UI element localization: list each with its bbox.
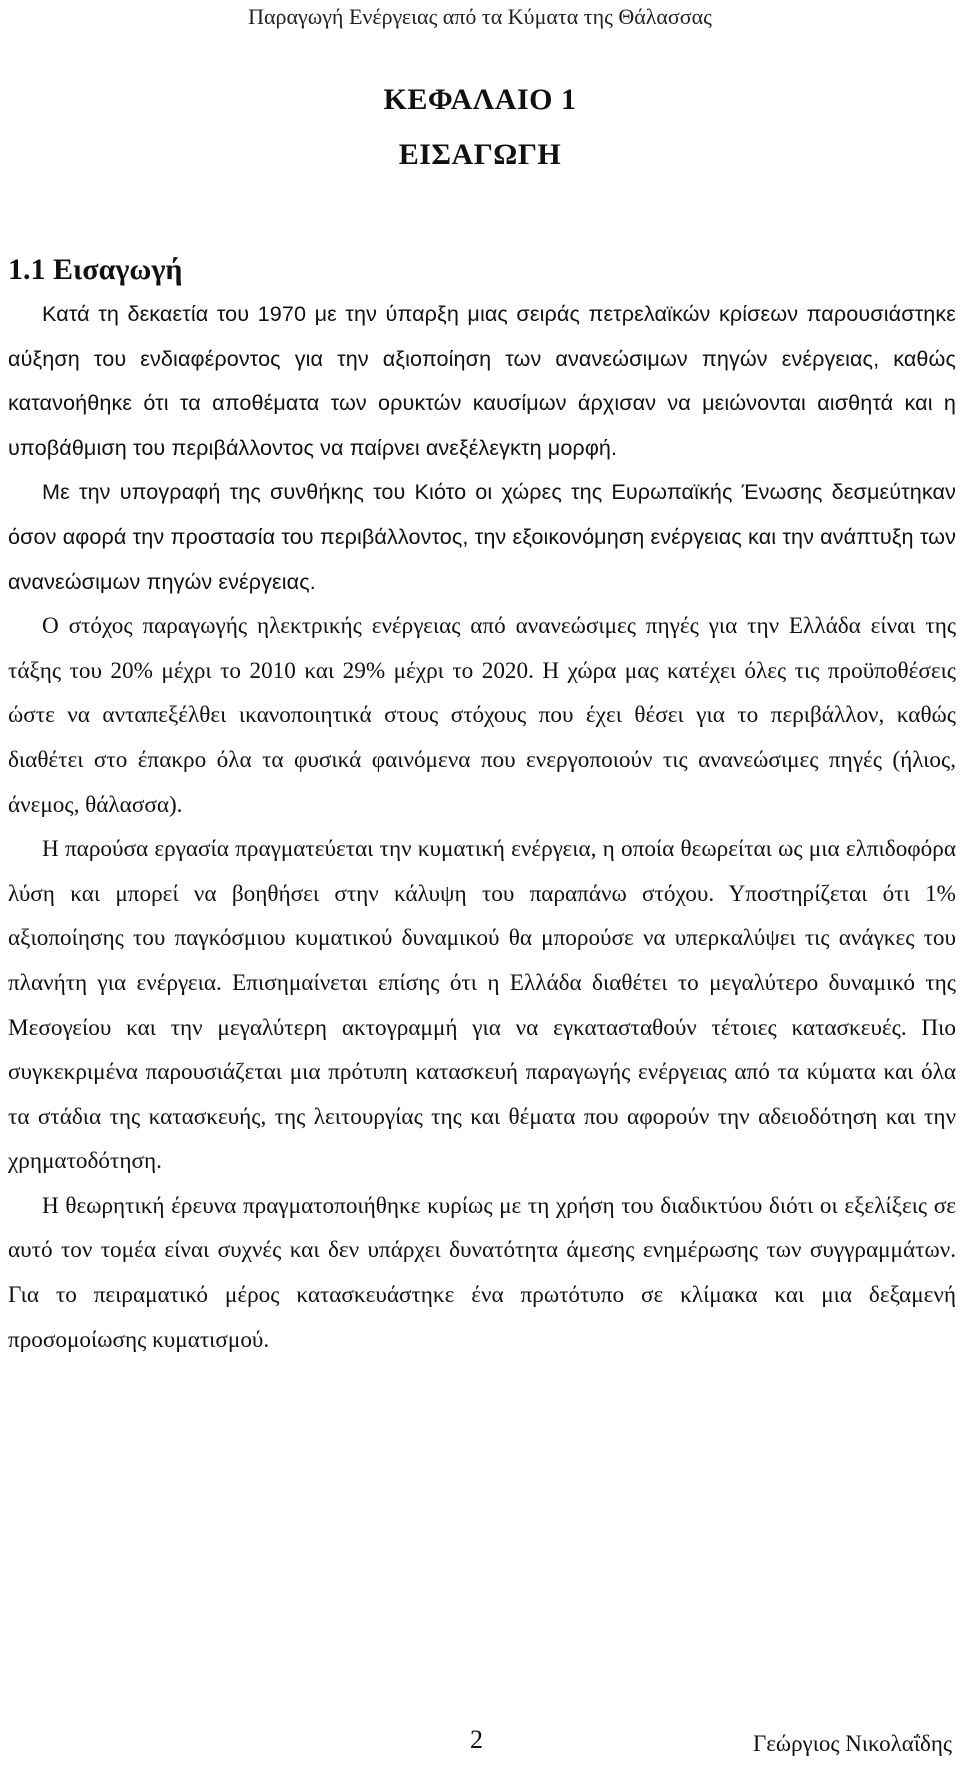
chapter-title: ΕΙΣΑΓΩΓΗ	[398, 138, 562, 171]
running-header: Παραγωγή Ενέργειας από τα Κύματα της Θάλασσας	[248, 4, 712, 29]
chapter-number: ΚΕΦΑΛΑΙΟ 1	[383, 83, 577, 116]
paragraph-research: Η θεωρητική έρευνα πραγματοποιήθηκε κυρίως με τη χρήση του διαδικτύου διότι οι εξελίξεις σε αυτό τον τομέα είναι συχνές και δεν υπάρχει δυνατότητα άμεσης ενημέρωσης των συγγραμμάτων. Για το πειραματικό μέρος κατασκευάστηκε ένα πρωτότυπο σε κλίμακα και μια δεξαμενή προσομοίωσης κυματισμού.	[8, 1192, 956, 1353]
page-number: 2	[470, 1725, 483, 1754]
section-heading: 1.1 Εισαγωγή	[8, 253, 183, 286]
paragraph-wave-energy: Η παρούσα εργασία πραγματεύεται την κυματική ενέργεια, η οποία θεωρείται ως μια ελπιδοφόρα λύση και μπορεί να βοηθήσει στην κάλυψη του παραπάνω στόχου. Υποστηρίζεται ότι 1% αξιοποίησης του παγκόσμιου κυματικού δυναμικού θα μπορούσε να υπερκαλύψει τις ανάγκες του πλανήτη για ενέργεια. Επισημαίνεται επίσης ότι η Ελλάδα διαθέτει το μεγαλύτερο δυναμικό της Μεσογείου και την μεγαλύτερη ακτογραμμή για να εγκατασταθούν τέτοιες κατασκευές. Πιο συγκεκριμένα παρουσιάζεται μια πρότυπη κατασκευή παραγωγής ενέργειας από τα κύματα και όλα τα στάδια της κατασκευής, της λειτουργίας της και θέματα που αφορούν την αδειοδότηση και την χρηματοδότηση.	[8, 836, 956, 1175]
footer-author: Γεώργιος Νικολαΐδης	[752, 1731, 952, 1756]
paragraph-targets: Ο στόχος παραγωγής ηλεκτρικής ενέργειας από ανανεώσιμες πηγές για την Ελλάδα είναι της τάξης του 20% μέχρι το 2010 και 29% μέχρι το 2020. Η χώρα μας κατέχει όλες τις προϋποθέσεις ώστε να ανταπεξέλθει ικανοποιητικά στους στόχους που έχει θέσει για το περιβάλλον, καθώς διαθέτει στο έπακρο όλα τα φυσικά φαινόμενα που ενεργοποιούν τις ανανεώσιμες πηγές (ήλιος, άνεμος, θάλασσα).	[8, 613, 956, 818]
body-text	[8, 292, 956, 1362]
paragraph-kyoto: Με την υπογραφή της συνθήκης του Κιότο οι χώρες της Ευρωπαϊκής Ένωσης δεσμεύτηκαν όσον αφορά την προστασία του περιβάλλοντος, την εξοικονόμηση ενέργειας και την ανάπτυξη των ανανεώσιμων πηγών ενέργειας.	[8, 479, 956, 594]
paragraph-oil-crises: Κατά τη δεκαετία του 1970 με την ύπαρξη μιας σειράς πετρελαϊκών κρίσεων παρουσιάστηκε αύξηση του ενδιαφέροντος για την αξιοποίηση των ανανεώσιμων πηγών ενέργειας, καθώς κατανοήθηκε ότι τα αποθέματα των ορυκτών καυσίμων άρχισαν να μειώνονται αισθητά και η υποβάθμιση του περιβάλλοντος να παίρνει ανεξέλεγκτη μορφή.	[8, 301, 956, 460]
